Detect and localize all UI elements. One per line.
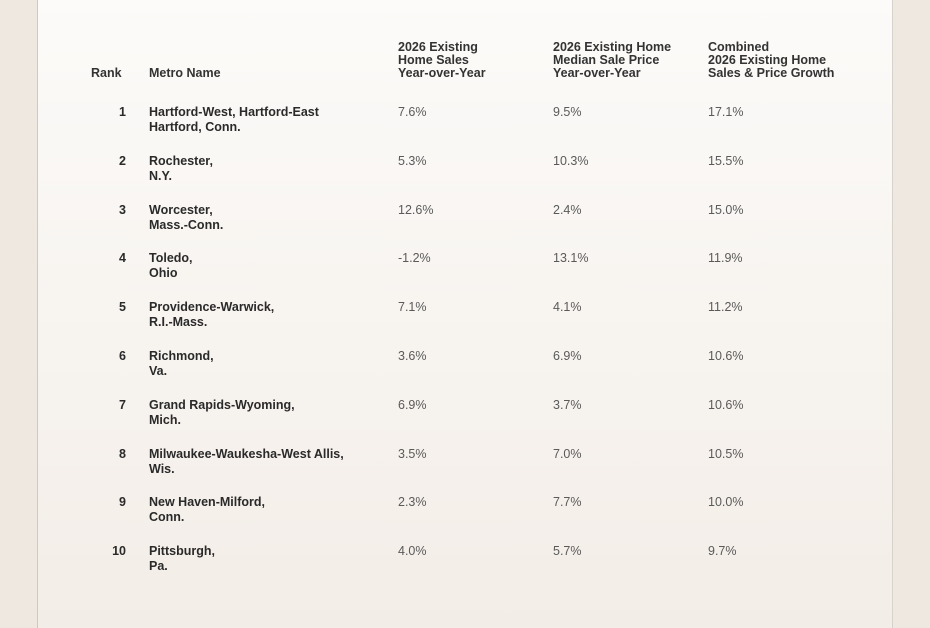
metro-name-line: Pa.: [149, 559, 168, 574]
rank-value: 10: [112, 544, 126, 559]
rank-cell: [86, 448, 126, 461]
rank-cell: [86, 496, 126, 509]
rank-cell: [86, 155, 126, 168]
rank-cell: [86, 545, 126, 558]
metro-cell: [149, 545, 215, 573]
sales-value: -1.2%: [398, 251, 431, 266]
metro-name-line: Hartford-West, Hartford-East: [149, 105, 319, 119]
rank-cell: [86, 106, 126, 119]
combined-value: 10.6%: [708, 397, 744, 412]
metro-name-line: Grand Rapids-Wyoming,: [149, 397, 295, 412]
header-line: 2026 Existing: [398, 40, 478, 54]
rank-cell: [86, 252, 126, 265]
header-line: Combined: [708, 40, 770, 54]
combined-cell: [708, 350, 743, 363]
sales-value: 12.6%: [398, 202, 434, 217]
rank-cell: [86, 301, 126, 314]
rank-value: 7: [119, 397, 126, 412]
metro-cell: [149, 496, 265, 524]
header-line: Sales & Price Growth: [708, 66, 835, 80]
combined-value: 10.0%: [708, 495, 744, 510]
metro-name-line: Providence-Warwick,: [149, 300, 275, 315]
metro-cell: [149, 204, 223, 232]
combined-value: 11.9%: [708, 251, 743, 266]
header-sales: [398, 41, 486, 80]
sales-cell: [398, 155, 427, 168]
price-value: 3.7%: [553, 397, 582, 412]
metro-name-line: Hartford, Conn.: [149, 120, 241, 134]
combined-value: 10.5%: [708, 446, 744, 461]
sales-value: 6.9%: [398, 397, 427, 412]
header-line: 2026 Existing Home: [553, 40, 672, 54]
sales-value: 3.6%: [398, 349, 427, 363]
metro-name-line: Mass.-Conn.: [149, 217, 224, 232]
metro-cell: [149, 448, 344, 476]
metro-name-line: Richmond,: [149, 349, 214, 363]
price-value: 13.1%: [553, 251, 589, 266]
metro-name-line: Pittsburgh,: [149, 544, 215, 559]
header-line: Median Sale Price: [553, 53, 660, 67]
sales-value: 5.3%: [398, 153, 427, 168]
price-value: 2.4%: [553, 202, 582, 217]
sales-value: 3.5%: [398, 446, 427, 461]
combined-value: 11.2%: [708, 300, 743, 315]
rank-value: 6: [119, 349, 126, 363]
metro-name-line: Conn.: [149, 510, 185, 525]
header-line: Year-over-Year: [398, 66, 486, 80]
price-cell: [553, 155, 588, 168]
rank-value: 9: [119, 495, 126, 510]
rank-cell: [86, 204, 126, 217]
rank-cell: [86, 399, 126, 412]
combined-cell: [708, 106, 743, 119]
sales-value: 4.0%: [398, 544, 427, 559]
combined-cell: [708, 155, 743, 168]
price-value: 6.9%: [553, 349, 582, 363]
rank-value: 4: [119, 251, 126, 266]
combined-value: 15.0%: [708, 202, 744, 217]
combined-cell: [708, 301, 743, 314]
price-cell: [553, 301, 582, 314]
combined-value: 10.6%: [708, 349, 744, 363]
price-cell: [553, 350, 582, 363]
rank-value: 2: [119, 153, 126, 168]
sales-cell: [398, 545, 427, 558]
combined-value: 17.1%: [708, 105, 744, 119]
combined-cell: [708, 252, 743, 265]
rank-value: 3: [119, 202, 126, 217]
combined-cell: [708, 448, 743, 461]
metro-name-line: Milwaukee-Waukesha-West Allis,: [149, 446, 344, 461]
price-value: 4.1%: [553, 300, 582, 315]
metro-name-line: Toledo,: [149, 251, 193, 266]
price-cell: [553, 448, 582, 461]
metro-cell: [149, 155, 213, 183]
combined-cell: [708, 496, 743, 509]
metro-cell: [149, 106, 319, 134]
metro-name-line: N.Y.: [149, 168, 172, 183]
sales-cell: [398, 399, 427, 412]
price-cell: [553, 399, 582, 412]
rank-value: 8: [119, 446, 126, 461]
header-line: Year-over-Year: [553, 66, 641, 80]
combined-cell: [708, 204, 743, 217]
sales-cell: [398, 448, 427, 461]
combined-cell: [708, 399, 743, 412]
header-line: 2026 Existing Home: [708, 53, 827, 67]
price-value: 10.3%: [553, 153, 589, 168]
price-cell: [553, 106, 582, 119]
metro-name-line: Rochester,: [149, 153, 213, 168]
rank-cell: [86, 350, 126, 363]
metro-name-line: New Haven-Milford,: [149, 495, 265, 510]
sales-cell: [398, 106, 427, 119]
price-value: 5.7%: [553, 544, 582, 559]
metro-name-line: R.I.-Mass.: [149, 315, 208, 330]
header-price: [553, 41, 671, 80]
sales-cell: [398, 252, 431, 265]
header-line: Home Sales: [398, 53, 469, 67]
sales-cell: [398, 301, 427, 314]
price-cell: [553, 545, 582, 558]
sales-value: 7.1%: [398, 300, 427, 315]
rank-value: 1: [119, 105, 126, 119]
header-rank: Rank: [91, 66, 122, 80]
combined-value: 9.7%: [708, 544, 737, 559]
sales-value: 7.6%: [398, 105, 427, 119]
metro-name-line: Wis.: [149, 461, 175, 476]
metro-name-line: Va.: [149, 364, 168, 378]
price-value: 7.7%: [553, 495, 582, 510]
sales-cell: [398, 496, 427, 509]
price-value: 9.5%: [553, 105, 582, 119]
header-metro: Metro Name: [149, 66, 221, 80]
metro-cell: [149, 252, 193, 280]
combined-cell: [708, 545, 737, 558]
rank-value: 5: [119, 300, 126, 315]
header-combined: [708, 41, 834, 80]
metro-name-line: Worcester,: [149, 202, 213, 217]
sales-value: 2.3%: [398, 495, 427, 510]
sales-cell: [398, 350, 427, 363]
price-cell: [553, 252, 588, 265]
price-cell: [553, 204, 582, 217]
sales-cell: [398, 204, 433, 217]
metro-cell: [149, 350, 214, 378]
metro-cell: [149, 301, 274, 329]
metro-name-line: Mich.: [149, 412, 181, 427]
metro-cell: [149, 399, 295, 427]
combined-value: 15.5%: [708, 153, 744, 168]
metro-name-line: Ohio: [149, 266, 178, 281]
price-cell: [553, 496, 582, 509]
price-value: 7.0%: [553, 446, 582, 461]
